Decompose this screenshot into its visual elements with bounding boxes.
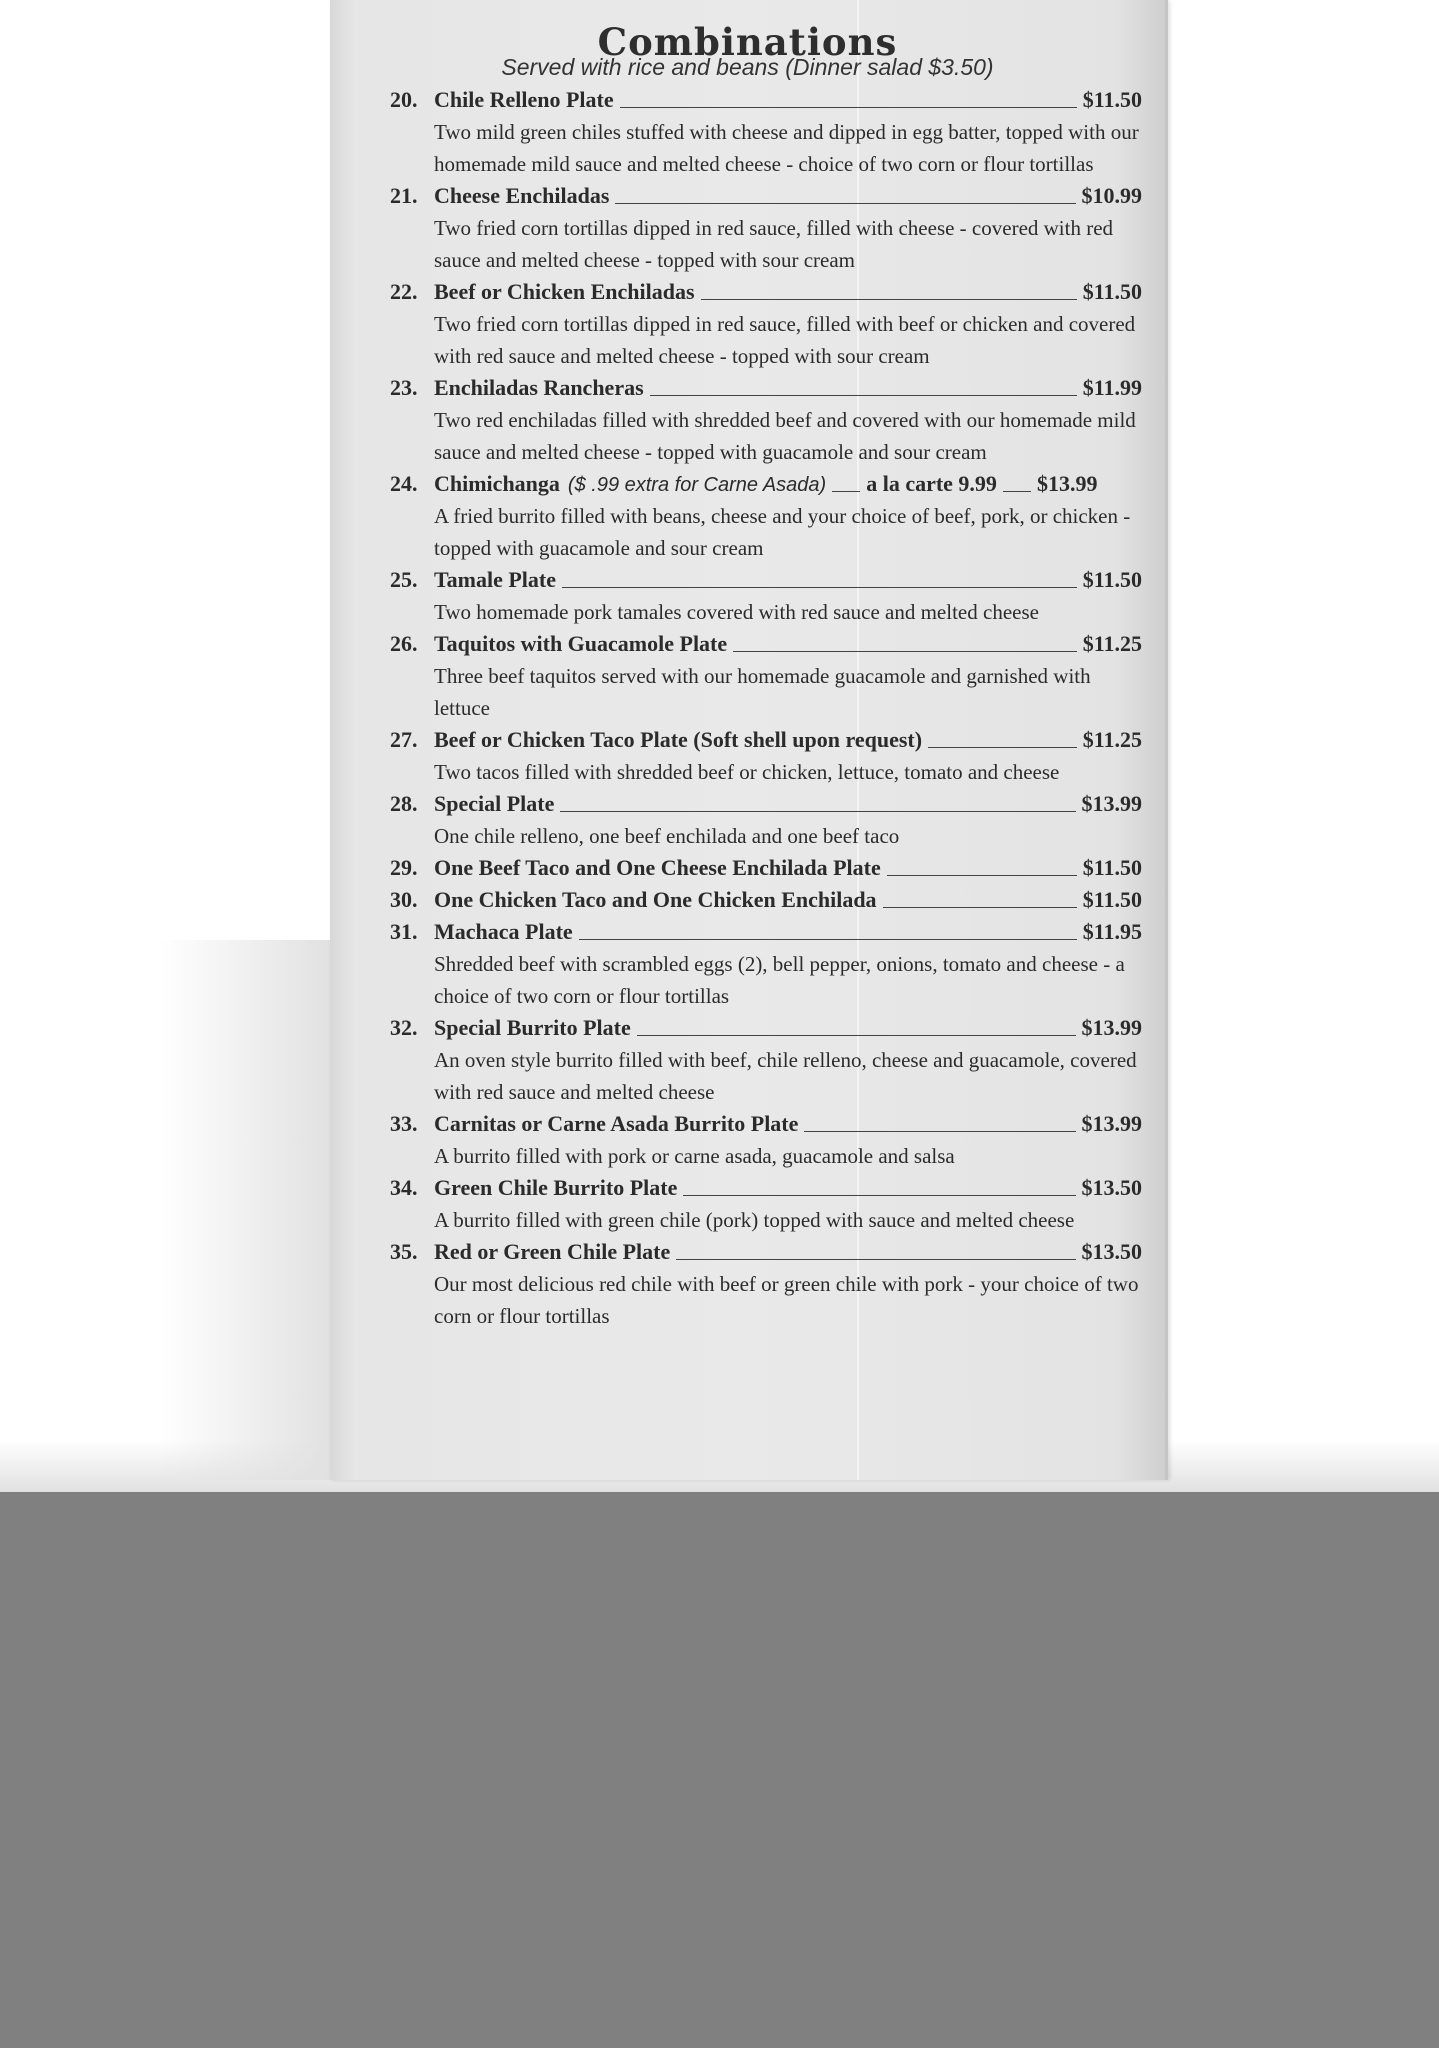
item-name: Enchiladas Rancheras bbox=[434, 375, 644, 400]
dot-leader bbox=[683, 1195, 1075, 1196]
menu-item bbox=[390, 788, 1142, 852]
menu-item bbox=[390, 852, 1142, 884]
item-price: $11.50 bbox=[1082, 887, 1142, 912]
item-number: 22. bbox=[390, 279, 418, 304]
item-price: $13.99 bbox=[1081, 791, 1142, 816]
dot-leader bbox=[928, 747, 1077, 748]
menu-page bbox=[330, 0, 1168, 1480]
item-name: Tamale Plate bbox=[434, 567, 556, 592]
item-number: 23. bbox=[390, 375, 418, 400]
item-description: Our most delicious red chile with beef or green chile with pork - your choice of two corn or flour tortillas bbox=[434, 1272, 1139, 1328]
menu-item bbox=[390, 1108, 1142, 1172]
item-number: 24. bbox=[390, 471, 418, 496]
menu-item bbox=[390, 1236, 1142, 1332]
item-description: Two fried corn tortillas dipped in red sauce, filled with cheese - covered with red sauce and melted cheese - topped with sour cream bbox=[434, 216, 1114, 272]
item-description: Two tacos filled with shredded beef or chicken, lettuce, tomato and cheese bbox=[434, 760, 1060, 784]
dot-leader bbox=[804, 1131, 1075, 1132]
item-name: One Beef Taco and One Cheese Enchilada Plate bbox=[434, 855, 881, 880]
menu-item-header bbox=[390, 84, 1142, 116]
item-number: 33. bbox=[390, 1111, 418, 1136]
section-title: Combinations bbox=[597, 20, 898, 64]
item-number: 30. bbox=[390, 887, 418, 912]
item-name: Special Burrito Plate bbox=[434, 1015, 631, 1040]
menu-item-header bbox=[390, 788, 1142, 820]
menu-list bbox=[390, 84, 1142, 1332]
item-description: A fried burrito filled with beans, cheese and your choice of beef, pork, or chicken - topped with guacamole and sour cream bbox=[434, 504, 1131, 560]
item-price: $13.99 bbox=[1081, 1111, 1142, 1136]
menu-item bbox=[390, 1172, 1142, 1236]
item-description: Two red enchiladas filled with shredded beef and covered with our homemade mild sauce and melted cheese - topped with guacamole and sour cream bbox=[434, 408, 1136, 464]
menu-item bbox=[390, 916, 1142, 1012]
menu-item bbox=[390, 564, 1142, 628]
item-price: $13.50 bbox=[1081, 1239, 1142, 1264]
item-number: 35. bbox=[390, 1239, 418, 1264]
item-number: 20. bbox=[390, 87, 418, 112]
item-number: 25. bbox=[390, 567, 418, 592]
item-name: One Chicken Taco and One Chicken Enchilada bbox=[434, 887, 877, 912]
item-note: ($ .99 extra for Carne Asada) bbox=[567, 474, 827, 496]
item-name: Carnitas or Carne Asada Burrito Plate bbox=[434, 1111, 799, 1136]
item-name: Chile Relleno Plate bbox=[434, 87, 614, 112]
item-description: A burrito filled with pork or carne asada, guacamole and salsa bbox=[434, 1144, 955, 1168]
item-number: 27. bbox=[390, 727, 418, 752]
menu-item-header bbox=[390, 372, 1142, 404]
item-price: $10.99 bbox=[1081, 183, 1142, 208]
item-number: 21. bbox=[390, 183, 418, 208]
item-number: 34. bbox=[390, 1175, 418, 1200]
menu-item-header bbox=[390, 1012, 1142, 1044]
item-price: $11.50 bbox=[1082, 279, 1142, 304]
grey-background-band bbox=[0, 1492, 1439, 2048]
menu-item bbox=[390, 884, 1142, 916]
menu-item-header bbox=[390, 852, 1142, 884]
item-description: An oven style burrito filled with beef, chile relleno, cheese and guacamole, covered with red sauce and melted cheese bbox=[434, 1048, 1137, 1104]
menu-item-header bbox=[390, 1172, 1142, 1204]
item-description: Two fried corn tortillas dipped in red sauce, filled with beef or chicken and covered with red sauce and melted cheese - topped with sour cream bbox=[434, 312, 1136, 368]
item-description: Two homemade pork tamales covered with red sauce and melted cheese bbox=[434, 600, 1039, 624]
item-description: A burrito filled with green chile (pork) topped with sauce and melted cheese bbox=[434, 1208, 1075, 1232]
item-price: $13.99 bbox=[1036, 471, 1098, 496]
dot-leader bbox=[1003, 491, 1031, 492]
item-price: $13.99 bbox=[1081, 1015, 1142, 1040]
menu-item-header bbox=[390, 468, 1142, 500]
item-price: $11.50 bbox=[1082, 855, 1142, 880]
item-number: 31. bbox=[390, 919, 418, 944]
scan-smudge bbox=[160, 940, 340, 1480]
section-subtitle: Served with rice and beans (Dinner salad $3.50) bbox=[501, 54, 994, 80]
item-number: 28. bbox=[390, 791, 418, 816]
item-price: $11.95 bbox=[1082, 919, 1142, 944]
menu-item bbox=[390, 468, 1142, 564]
item-description: Shredded beef with scrambled eggs (2), bell pepper, onions, tomato and cheese - a choice of two corn or flour tortillas bbox=[434, 952, 1125, 1008]
menu-item bbox=[390, 180, 1142, 276]
dot-leader bbox=[887, 875, 1077, 876]
item-description: Three beef taquitos served with our homemade guacamole and garnished with lettuce bbox=[434, 664, 1091, 720]
item-name: Chimichanga bbox=[434, 471, 560, 496]
item-number: 32. bbox=[390, 1015, 418, 1040]
item-name: Red or Green Chile Plate bbox=[434, 1239, 671, 1264]
dot-leader bbox=[701, 299, 1077, 300]
menu-item-header bbox=[390, 564, 1142, 596]
item-price: $11.50 bbox=[1082, 567, 1142, 592]
dot-leader bbox=[676, 1259, 1075, 1260]
item-number: 29. bbox=[390, 855, 418, 880]
menu-item-header bbox=[390, 884, 1142, 916]
item-name: Taquitos with Guacamole Plate bbox=[434, 631, 728, 656]
item-name: Special Plate bbox=[434, 791, 555, 816]
menu-item-header bbox=[390, 628, 1142, 660]
item-price: $13.50 bbox=[1081, 1175, 1142, 1200]
dot-leader bbox=[562, 587, 1077, 588]
dot-leader bbox=[733, 651, 1077, 652]
menu-item-header bbox=[390, 724, 1142, 756]
menu-item bbox=[390, 84, 1142, 180]
dot-leader bbox=[620, 107, 1077, 108]
menu-item-header bbox=[390, 916, 1142, 948]
item-description: Two mild green chiles stuffed with cheese and dipped in egg batter, topped with our homemade mild sauce and melted cheese - choice of two corn or flour tortillas bbox=[434, 120, 1139, 176]
item-name: Green Chile Burrito Plate bbox=[434, 1175, 678, 1200]
a-la-carte-price: a la carte 9.99 bbox=[866, 471, 997, 496]
menu-item-header bbox=[390, 180, 1142, 212]
item-description: One chile relleno, one beef enchilada and one beef taco bbox=[434, 824, 900, 848]
dot-leader bbox=[615, 203, 1075, 204]
dot-leader bbox=[579, 939, 1077, 940]
menu-item bbox=[390, 372, 1142, 468]
item-number: 26. bbox=[390, 631, 418, 656]
item-name: Beef or Chicken Taco Plate (Soft shell upon request) bbox=[434, 727, 923, 752]
dot-leader bbox=[883, 907, 1077, 908]
menu-item-header bbox=[390, 1236, 1142, 1268]
dot-leader bbox=[637, 1035, 1076, 1036]
item-name: Machaca Plate bbox=[434, 919, 573, 944]
menu-item bbox=[390, 276, 1142, 372]
item-price: $11.25 bbox=[1082, 631, 1142, 656]
item-price: $11.25 bbox=[1082, 727, 1142, 752]
menu-item-header bbox=[390, 1108, 1142, 1140]
item-price: $11.99 bbox=[1082, 375, 1142, 400]
dot-leader bbox=[832, 491, 860, 492]
dot-leader bbox=[650, 395, 1077, 396]
menu-item bbox=[390, 724, 1142, 788]
menu-item bbox=[390, 628, 1142, 724]
item-name: Beef or Chicken Enchiladas bbox=[434, 279, 695, 304]
menu-item-header bbox=[390, 276, 1142, 308]
dot-leader bbox=[560, 811, 1075, 812]
menu-item bbox=[390, 1012, 1142, 1108]
item-name: Cheese Enchiladas bbox=[434, 183, 610, 208]
item-price: $11.50 bbox=[1082, 87, 1142, 112]
